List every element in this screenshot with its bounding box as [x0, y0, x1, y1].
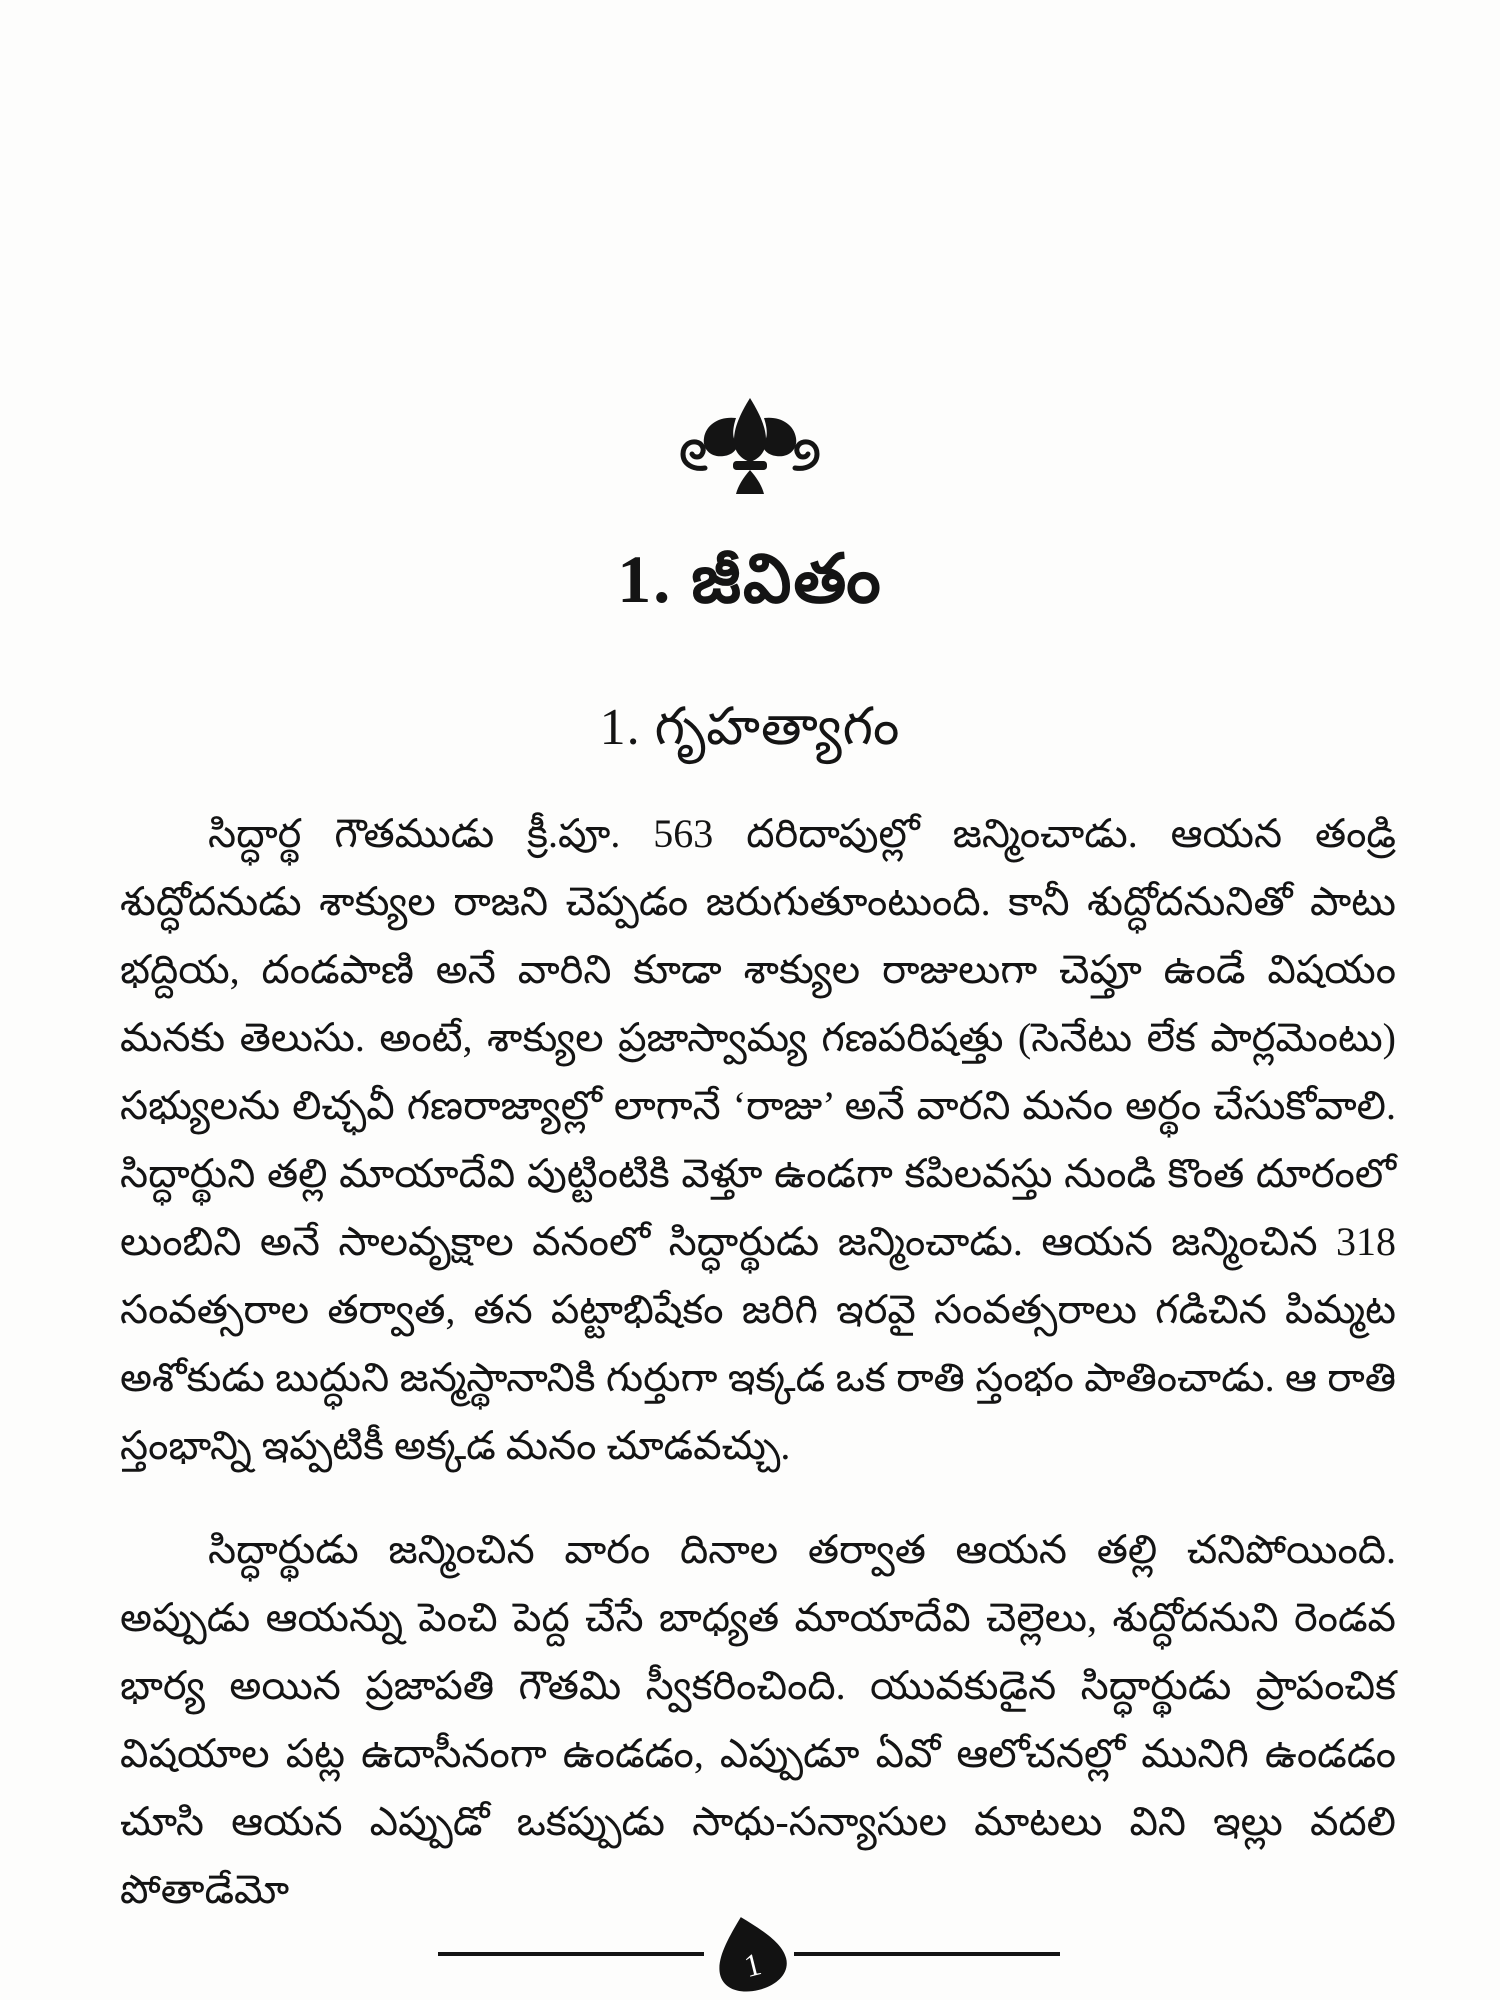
chapter-title: 1. జీవితం — [617, 541, 883, 617]
leaf-page-number-ornament — [695, 1904, 806, 2000]
section-title: 1. గృహత్యాగం — [599, 699, 901, 756]
paragraph-1: సిద్ధార్థ గౌతముడు క్రీ.పూ. 563 దరిదాపుల్లో జన్మించాడు. ఆయన తండ్రి శుద్ధోదనుడు శాక్యుల రాజని చెప్పడం జరుగుతూంటుంది. కానీ శుద్ధోదనునితో పాటు భద్దియ, దండపాణి అనే వారిని కూడా శాక్యుల రాజులుగా చెప్తూ ఉండే విషయం మనకు తెలుసు. అంటే, శాక్యుల ప్రజాస్వామ్య గణపరిషత్తు (సెనేటు లేక పార్లమెంటు) సభ్యులను లిచ్ఛవీ గణరాజ్యాల్లో లాగానే ‘రాజు’ అనే వారని మనం అర్థం చేసుకోవాలి. సిద్ధార్థుని తల్లి మాయాదేవి పుట్టింటికి వెళ్తూ ఉండగా కపిలవస్తు నుండి కొంత దూరంలో లుంబిని అనే సాలవృక్షాల వనంలో సిద్ధార్థుడు జన్మించాడు. ఆయన జన్మించిన 318 సంవత్సరాల తర్వాత, తన పట్టాభిషేకం జరిగి ఇరవై సంవత్సరాలు గడిచిన పిమ్మట అశోకుడు బుద్ధుని జన్మస్థానానికి గుర్తుగా ఇక్కడ ఒక రాతి స్తంభం పాతించాడు. ఆ రాతి స్తంభాన్ని ఇప్పటికీ అక్కడ మనం చూడవచ్చు. — [120, 811, 1396, 1468]
page-footer — [0, 1912, 1500, 1998]
fleur-de-lis-ornament — [0, 398, 1500, 494]
paragraph-2: సిద్ధార్థుడు జన్మించిన వారం దినాల తర్వాత ఆయన తల్లి చనిపోయింది. అప్పుడు ఆయన్ను పెంచి పెద్ద చేసే బాధ్యత మాయాదేవి చెల్లెలు, శుద్ధోదనుని రెండవ భార్య అయిన ప్రజాపతి గౌతమి స్వీకరించింది. యువకుడైన సిద్ధార్థుడు ప్రాపంచిక విషయాల పట్ల ఉదాసీనంగా ఉండడం, ఎప్పుడూ ఏవో ఆలోచనల్లో మునిగి ఉండడం చూసి ఆయన ఎప్పుడో ఒకప్పుడు సాధు-సన్యాసుల మాటలు విని ఇల్లు వదలి పోతాడేమో — [120, 1527, 1396, 1912]
body-text — [120, 800, 1396, 1960]
footer-rule-left — [438, 1952, 704, 1956]
leaf-icon — [695, 1904, 806, 2000]
page-number: 1 — [740, 1945, 765, 1985]
fleur-de-lis-icon — [675, 398, 825, 494]
footer-rule-right — [794, 1952, 1060, 1956]
